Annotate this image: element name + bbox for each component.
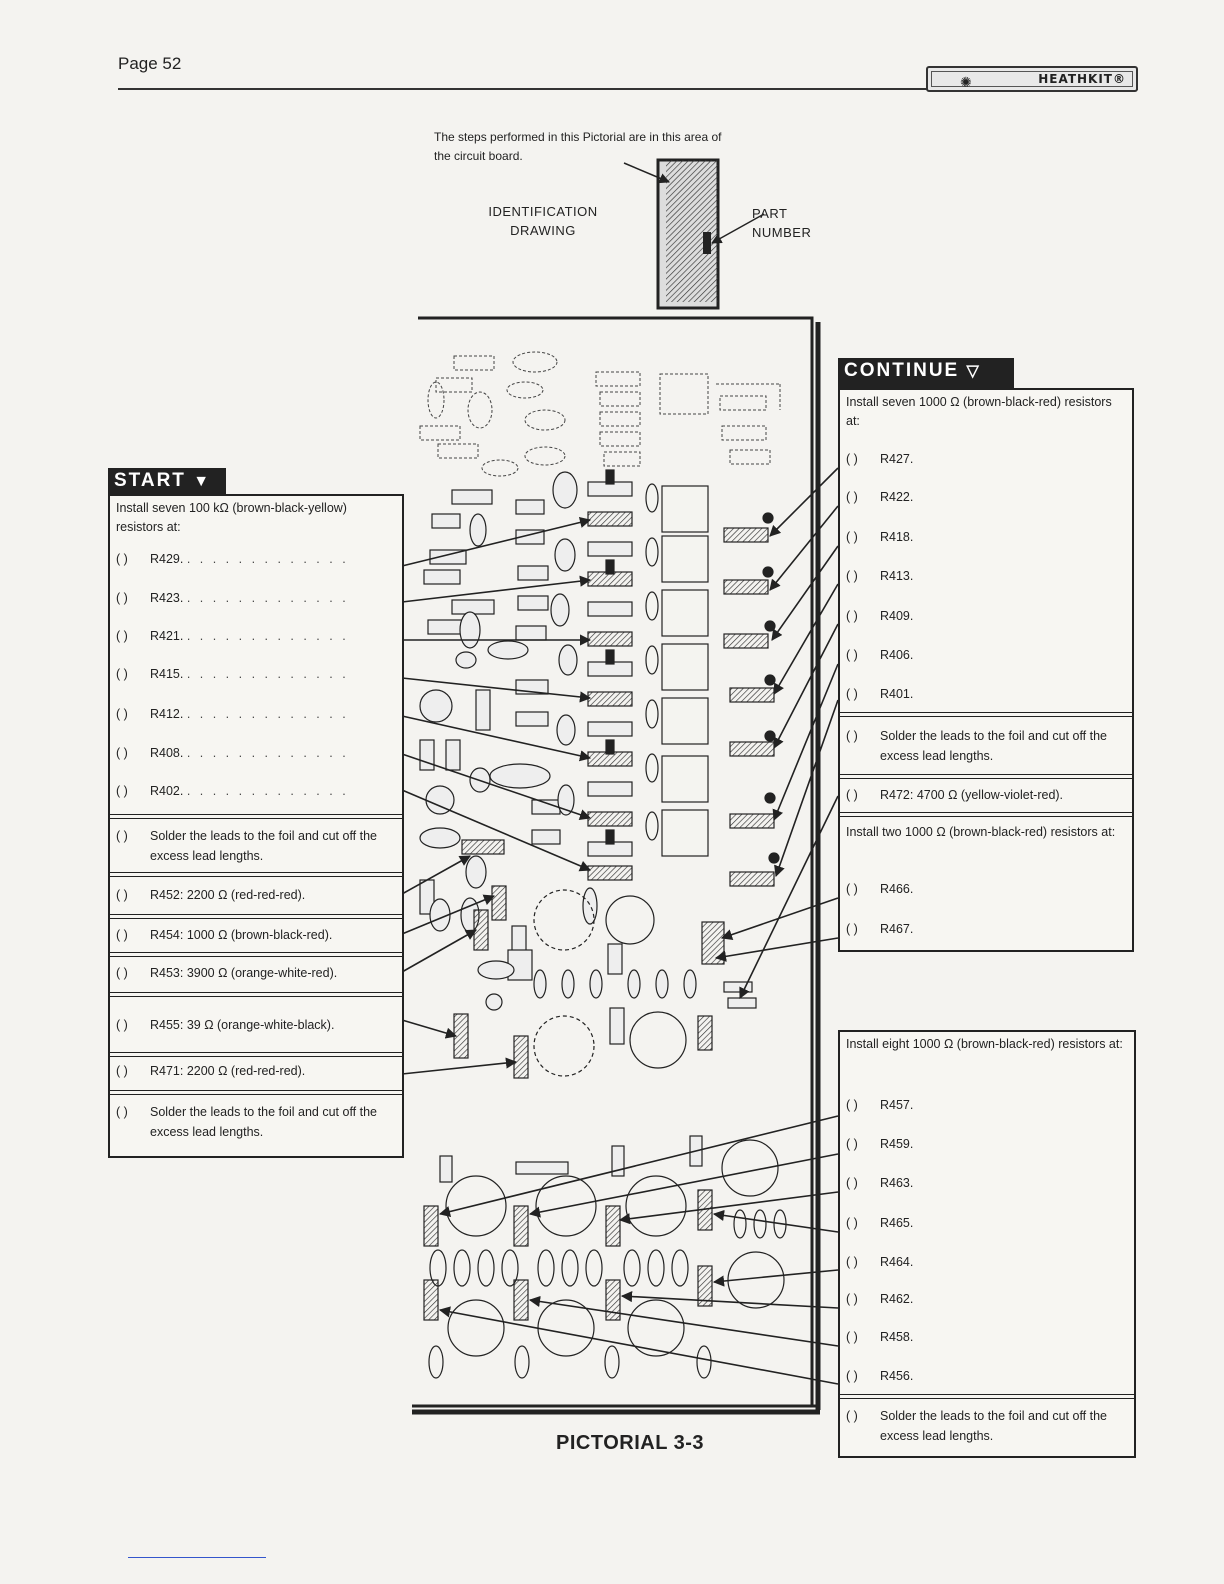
checkbox[interactable]: ( ) [846,788,858,802]
item-label: R421. [150,629,184,643]
id-drawing-note: The steps performed in this Pictorial are in this area of the circuit board. [434,130,722,163]
checklist-item-r472[interactable] [846,788,1063,802]
identification-drawing-label: IDENTIFICATION DRAWING [488,204,598,238]
solder-text: Solder the leads to the foil and cut off the excess lead lengths. [880,1409,1108,1443]
checklist-item-r459[interactable] [846,1137,913,1151]
start-panel [108,494,404,1158]
leader-dots: . . . . . . . . . . . . . [186,667,349,681]
leader-dots: . . . . . . . . . . . . . [186,629,349,643]
item-label: R455: 39 Ω (orange-white-black). [150,1018,335,1032]
page-number: Page 52 [118,54,182,73]
footer-link-underline [128,1557,266,1558]
eight-resistors-panel [838,1030,1136,1458]
divider [840,812,1132,817]
item-label: R458. [880,1330,914,1344]
checkbox[interactable]: ( ) [116,1064,128,1078]
solder-step[interactable] [116,826,396,866]
checkbox[interactable]: ( ) [116,707,128,721]
checklist-item-r465[interactable] [846,1216,913,1230]
top-components [420,352,780,476]
start-label: START [114,470,186,491]
checkbox[interactable]: ( ) [116,784,128,798]
continue-intro: Install seven 1000 Ω (brown-black-red) resistors at: [846,395,1112,428]
checklist-item-r423[interactable] [116,591,349,605]
item-label: R413. [880,569,914,583]
solder-text: Solder the leads to the foil and cut off the excess lead lengths. [150,1105,378,1139]
arrow-down-outline-icon: ▽ [966,363,981,380]
solder-step[interactable] [846,726,1126,766]
identification-drawing [624,160,764,308]
checkbox[interactable]: ( ) [116,552,128,566]
checkbox[interactable]: ( ) [116,1105,128,1119]
checkbox[interactable]: ( ) [846,1216,858,1230]
pictorial-caption: PICTORIAL 3-3 [556,1432,705,1454]
checkbox[interactable]: ( ) [116,629,128,643]
checkbox[interactable]: ( ) [116,829,128,843]
checklist-item-r466[interactable] [846,882,913,896]
leader-dots: . . . . . . . . . . . . . [186,591,349,605]
bottom-components [424,1136,786,1378]
item-label: R427. [880,452,914,466]
checklist-item-r454[interactable] [116,928,332,942]
resistor-column [588,470,632,880]
checklist-item-r402[interactable] [116,784,349,798]
checkbox[interactable]: ( ) [846,922,858,936]
part-number-label: PART NUMBER [752,206,812,240]
checklist-item-r467[interactable] [846,922,913,936]
eight-intro: Install eight 1000 Ω (brown-black-red) resistors at: [846,1037,1123,1051]
divider [110,1052,402,1057]
divider [110,952,402,957]
checklist-item-r418[interactable] [846,530,913,544]
item-label: R462. [880,1292,914,1306]
divider [110,1090,402,1095]
item-label: R422. [880,490,914,504]
item-label: R465. [880,1216,914,1230]
checklist-item-r412[interactable] [116,707,349,721]
checklist-item-r453[interactable] [116,966,337,980]
item-label: R457. [880,1098,914,1112]
item-label: R412. [150,707,184,721]
item-label: R429. [150,552,184,566]
checkbox[interactable]: ( ) [846,687,858,701]
leader-dots: . . . . . . . . . . . . . [186,552,349,566]
checklist-item-r471[interactable] [116,1064,305,1078]
checkbox[interactable]: ( ) [116,888,128,902]
leader-dots: . . . . . . . . . . . . . [186,746,349,760]
checkbox[interactable]: ( ) [846,530,858,544]
item-label: R454: 1000 Ω (brown-black-red). [150,928,333,942]
brand-name: HEATHKIT® [1038,72,1126,86]
item-label: R401. [880,687,914,701]
solder-step[interactable] [846,1406,1128,1446]
checklist-item-r464[interactable] [846,1255,913,1269]
item-label: R402. [150,784,184,798]
item-label: R464. [880,1255,914,1269]
continue-tag [838,358,1014,388]
checkbox[interactable]: ( ) [846,729,858,743]
right-blocks [646,484,708,856]
divider [840,774,1132,779]
continue-panel [838,388,1134,952]
checkbox[interactable]: ( ) [846,452,858,466]
checkbox[interactable]: ( ) [116,1018,128,1032]
checklist-item-r456[interactable] [846,1369,913,1383]
item-label: R406. [880,648,914,662]
checklist-item-r409[interactable] [846,609,913,623]
checkbox[interactable]: ( ) [116,966,128,980]
item-label: R466. [880,882,914,896]
item-label: R472: 4700 Ω (yellow-violet-red). [880,788,1064,802]
checklist-item-r421[interactable] [116,629,349,643]
checklist-item-r458[interactable] [846,1330,913,1344]
checklist-item-r455[interactable] [116,1018,334,1032]
continue-intro-2: Install two 1000 Ω (brown-black-red) resistors at: [846,825,1116,839]
item-label: R418. [880,530,914,544]
start-tag [108,468,226,496]
item-label: R415. [150,667,184,681]
divider [110,992,402,997]
checklist-item-r462[interactable] [846,1292,913,1306]
leader-dots: . . . . . . . . . . . . . [186,707,349,721]
leader-dots: . . . . . . . . . . . . . [186,784,349,798]
checkbox[interactable]: ( ) [846,1330,858,1344]
checkbox[interactable]: ( ) [116,928,128,942]
checkbox[interactable]: ( ) [846,609,858,623]
solder-text: Solder the leads to the foil and cut off the excess lead lengths. [150,829,378,863]
arrow-down-icon: ▼ [193,473,212,490]
divider [840,712,1132,717]
checkbox[interactable]: ( ) [846,1409,858,1423]
checkbox[interactable]: ( ) [846,648,858,662]
checklist-item-r408[interactable] [116,746,349,760]
checkbox[interactable]: ( ) [116,591,128,605]
checklist-item-r427[interactable] [846,452,913,466]
checklist-item-r415[interactable] [116,667,349,681]
divider [110,914,402,919]
checkbox[interactable]: ( ) [846,1255,858,1269]
continue-label: CONTINUE [844,360,960,381]
divider [110,814,402,819]
checklist-item-r406[interactable] [846,648,913,662]
checkbox[interactable]: ( ) [116,746,128,760]
item-label: R423. [150,591,184,605]
solder-step[interactable] [116,1102,396,1142]
continue-leader-lines [440,468,838,1384]
checkbox[interactable]: ( ) [846,1137,858,1151]
checklist-item-r422[interactable] [846,490,913,504]
checkbox[interactable]: ( ) [846,1176,858,1190]
checklist-item-r413[interactable] [846,569,913,583]
item-label: R456. [880,1369,914,1383]
solder-text: Solder the leads to the foil and cut off the excess lead lengths. [880,729,1108,763]
checklist-item-r457[interactable] [846,1098,913,1112]
checkbox[interactable]: ( ) [846,1098,858,1112]
checkbox[interactable]: ( ) [846,1292,858,1306]
checkbox[interactable]: ( ) [846,882,858,896]
checklist-item-r429[interactable] [116,552,349,566]
divider [110,872,402,877]
item-label: R467. [880,922,914,936]
checklist-item-r452[interactable] [116,888,305,902]
item-label: R408. [150,746,184,760]
divider [840,1394,1134,1399]
start-intro: Install seven 100 kΩ (brown-black-yellow) resistors at: [116,501,347,534]
item-label: R409. [880,609,914,623]
checklist-item-r463[interactable] [846,1176,913,1190]
checkbox[interactable]: ( ) [846,1369,858,1383]
item-label: R459. [880,1137,914,1151]
checkbox[interactable]: ( ) [116,667,128,681]
atom-icon: ✺ [960,74,972,90]
checkbox[interactable]: ( ) [846,569,858,583]
checkbox[interactable]: ( ) [846,490,858,504]
item-label: R463. [880,1176,914,1190]
item-label: R453: 3900 Ω (orange-white-red). [150,966,338,980]
item-label: R452: 2200 Ω (red-red-red). [150,888,306,902]
item-label: R471: 2200 Ω (red-red-red). [150,1064,306,1078]
checklist-item-r401[interactable] [846,687,913,701]
